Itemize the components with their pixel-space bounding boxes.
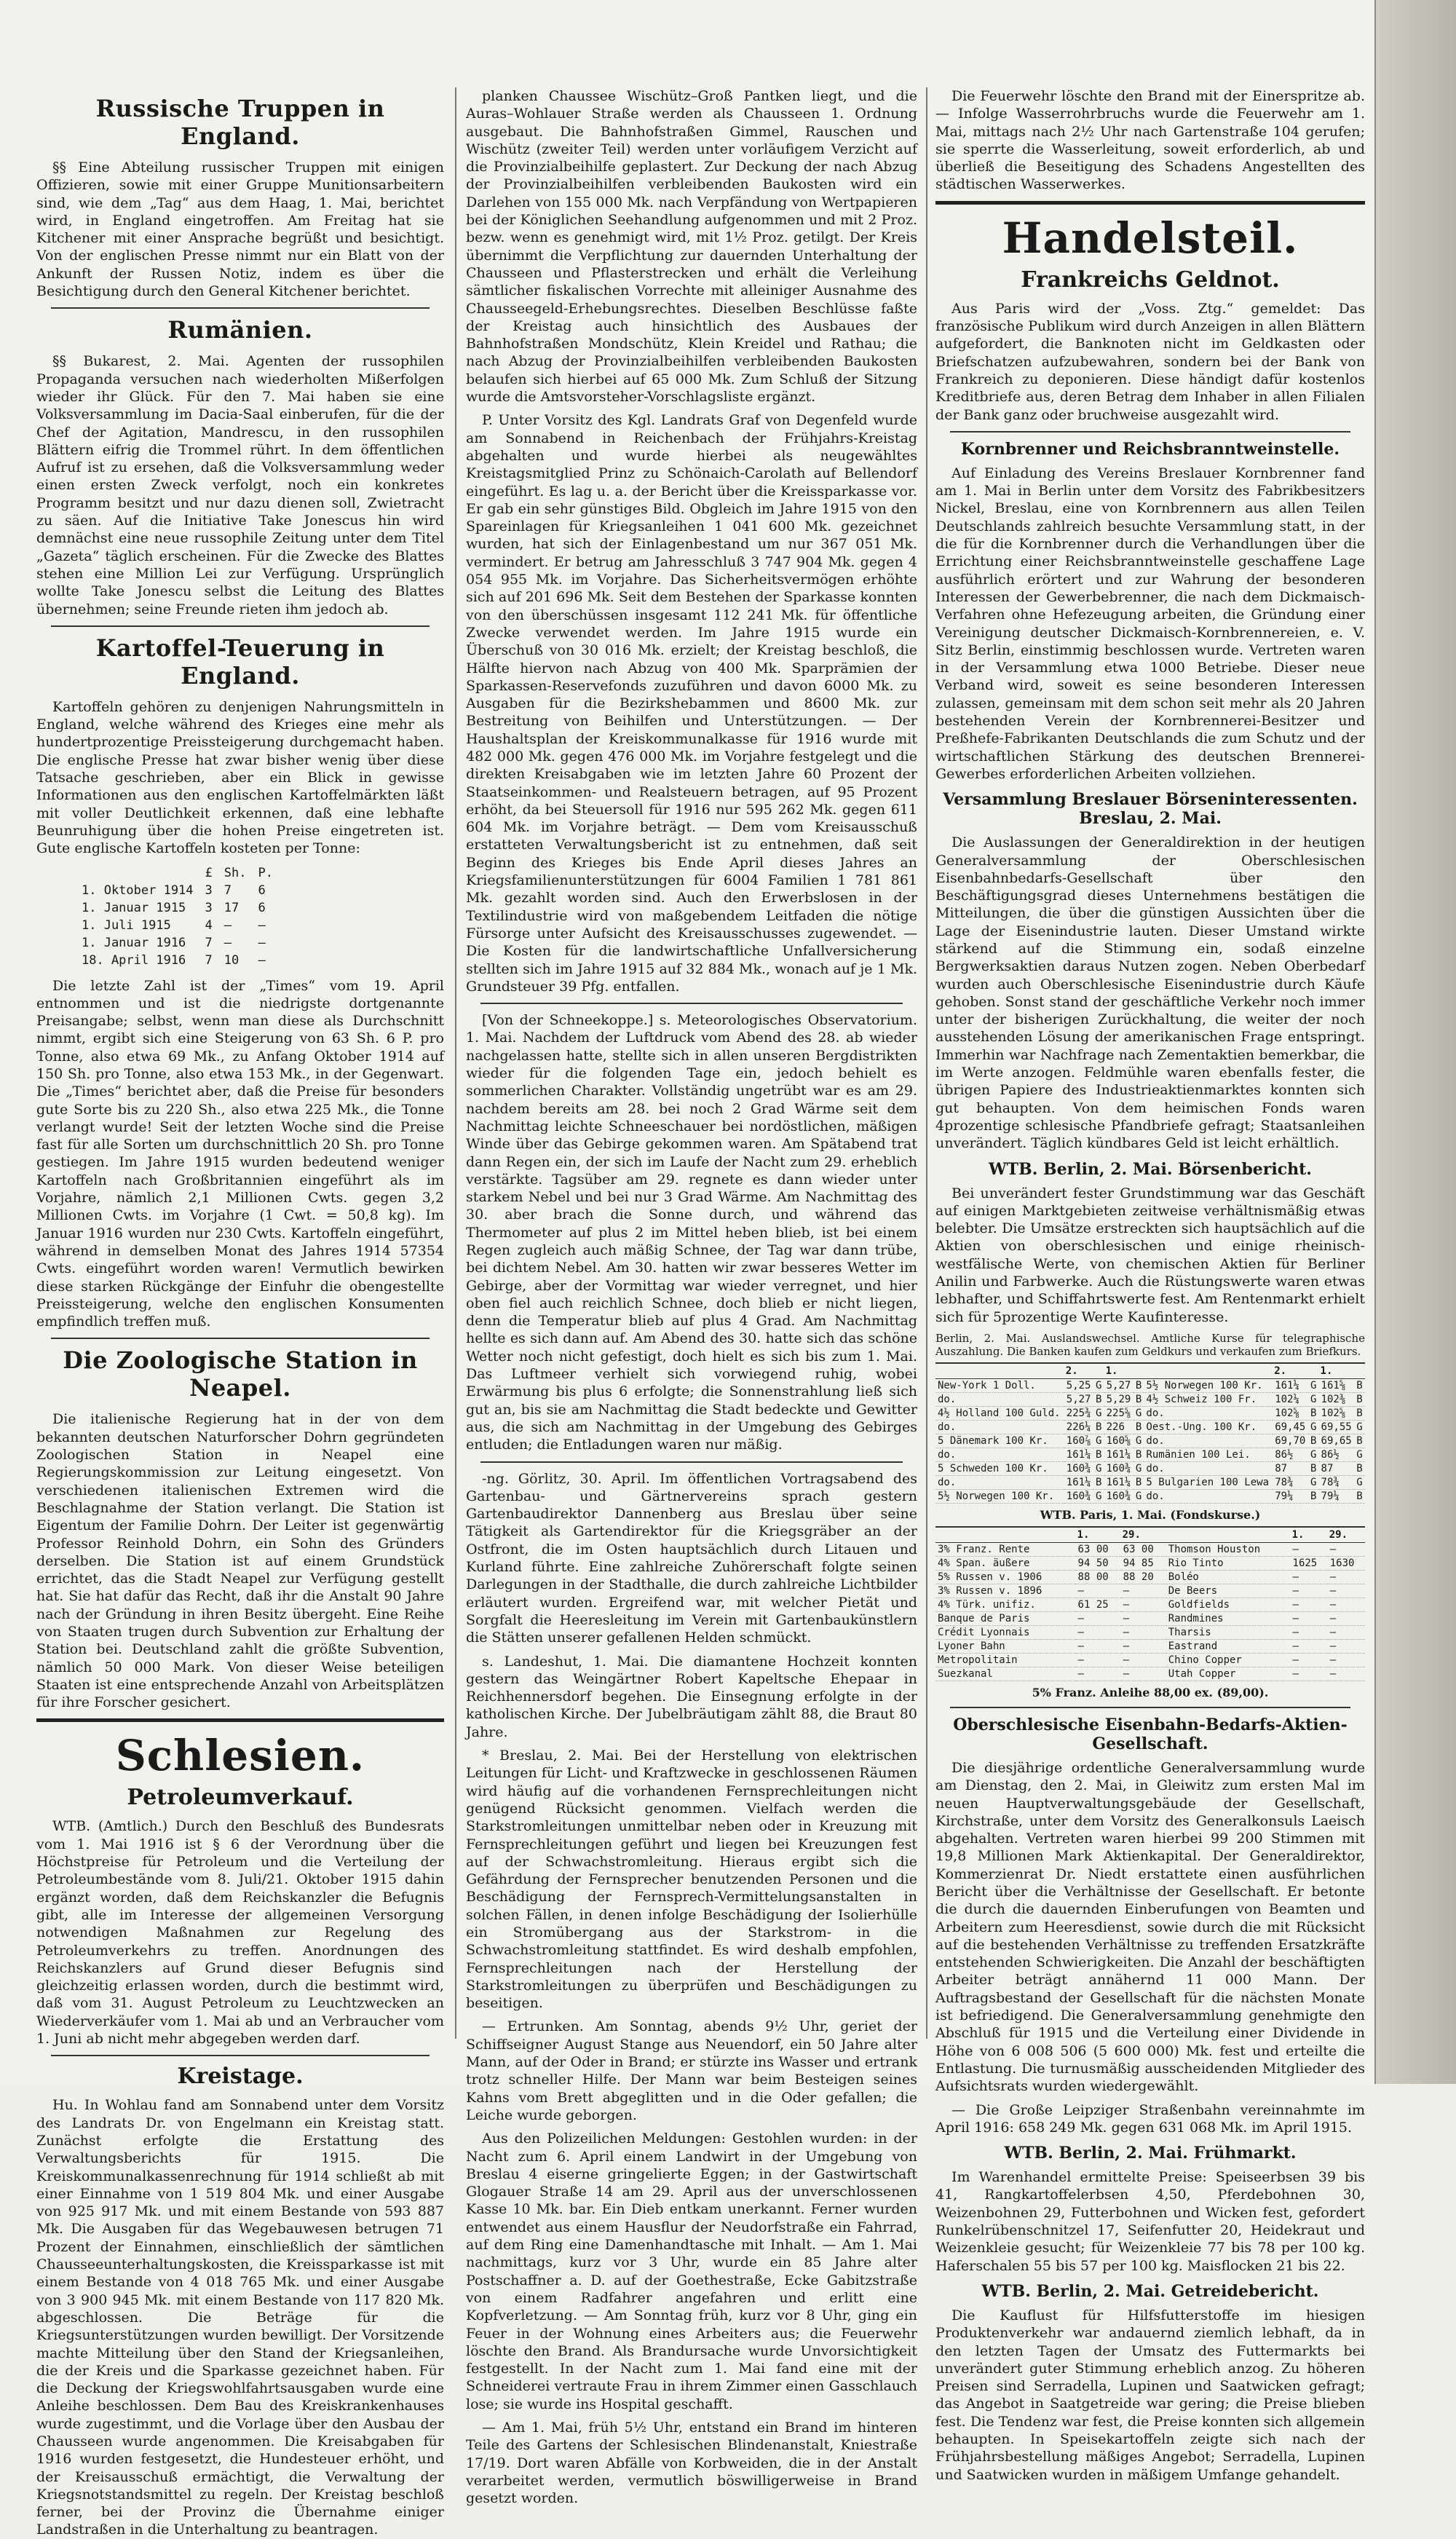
table-cell: — bbox=[1121, 1667, 1166, 1681]
table-row bbox=[935, 1489, 1365, 1503]
article-paragraph: [Von der Schneekoppe.] s. Meteorologisches Observatorium. 1. Mai. Nachdem der Luftdruck vom Abend des 28. ab wieder nachgelassen hatte, stellte sich in allen unseren Bergdistrikten wieder für die folgenden Tage ein, jedoch behielt es sommerlichen Charakter. Vollständig ungetrübt war es am 29. nachdem bereits am 28. bei noch 2 Grad Wärme seit dem Nachmittag leichte Schneeschauer bei nordöstlichen, mäßigen Winde über das Gebirge gekommen waren. Am Spätabend trat dann Regen ein, der sich im Laufe der Nacht zum 29. erheblich verstärkte. Tagsüber am 29. regnete es dann wieder unter starkem Nebel und bei nur 3 Grad Wärme. Am Nachmittag des 30. aber brach die Sonne durch, und während das Thermometer auf plus 2 im Mittel heben blieb, ist bei einem Regen zugleich auch mäßig Schnee, der Tag war dann trübe, bei dichtem Nebel. Am 30. hatten wir zwar besseres Wetter im Gebirge, aber der Vormittag war wieder verregnet, und hier oben fiel auch reichlich Schnee, doch blieb er nicht liegen, denn die Temperatur blieb auf plus 4 Grad. Am Nachmittag hellte es sich dann auf. Am Abend des 30. hatte sich das schöne Wetter noch nicht gefestigt, doch hielt es sich bis zum 1. Mai. Das Luftmeer verhielt sich vorwiegend ruhig, wobei Erwärmung bis plus 6 erfolgte; die Sonnenstrahlung ließ sich gut an, bis sie am Nachmittag die Stadt bedeckte und Gewitter aus, die sich am Nachmittag in der Umgebung des Gebirges entluden; die Entladungen waren nur mäßig. bbox=[466, 1012, 917, 1453]
table-cell: — bbox=[1076, 1584, 1121, 1598]
table-cell: Boléo bbox=[1166, 1570, 1291, 1584]
page-edge bbox=[1374, 0, 1456, 2084]
table-cell: do. bbox=[935, 1448, 1064, 1461]
table-cell: 161¼ bbox=[1104, 1448, 1133, 1461]
table-cell: 160¾ bbox=[1104, 1489, 1133, 1503]
exchange-table-body bbox=[935, 1378, 1365, 1503]
table-cell bbox=[1166, 1527, 1291, 1543]
table-cell: B bbox=[1354, 1392, 1365, 1406]
divider bbox=[950, 1707, 1350, 1708]
table-cell: — bbox=[1291, 1611, 1328, 1625]
article-paragraph: Kartoffeln gehören zu denjenigen Nahrungsmitteln in England, welche während des Krieges eine mehr als hundertprozentige Preissteigerung durchgemacht haben. Die englische Presse hat zwar bisher wenig über diese Tatsache geschrieben, aber ein Blick in gewisse Informationen aus den englischen Kartoffelmärkten läßt mit voller Deutlichkeit erkennen, daß eine lebhafte Beunruhigung über die hohen Preise eingetreten ist. Gute englische Kartoffeln kosteten per Tonne: bbox=[36, 698, 444, 857]
column-1 bbox=[36, 87, 444, 2538]
article-paragraph: Bei unverändert fester Grundstimmung war das Geschäft auf einigen Marktgebieten zeitweise verhältnismäßig etwas belebter. Die Umsätze erstreckten sich hauptsächlich auf die Aktien von oberschlesischen und einige rheinisch-westfälische Werte, von chemischen Aktien für Berliner Anilin und Farbwerke. Auch die Rüstungswerte waren etwas lebhafter, und Schiffahrtswerte fest. Am Rentenmarkt erhielt sich für 5prozentige Werte Kaufinteresse. bbox=[935, 1185, 1365, 1325]
table-cell: — bbox=[1291, 1584, 1328, 1598]
section-divider bbox=[36, 1718, 444, 1722]
table-cell: G bbox=[1093, 1378, 1104, 1392]
table-cell: 69,70 bbox=[1273, 1434, 1308, 1448]
table-cell: — bbox=[1328, 1639, 1365, 1653]
article-headline: WTB. Berlin, 2. Mai. Börsenbericht. bbox=[989, 1159, 1312, 1179]
article-paragraph: WTB. (Amtlich.) Durch den Beschluß des Bundesrats vom 1. Mai 1916 ist § 6 der Verordnung über die Höchstpreise für Petroleum und die Verteilung der Petroleumbestände vom 8. Juli/21. Oktober 1915 dahin ergänzt worden, daß dem Reichskanzler die Befugnis gibt, alle im Interesse der allgemeinen Versorgung notwendigen Maßnahmen zur Regelung des Petroleumverkehrs zu treffen. Anordnungen des Reichskanzlers auf Grund dieser Befugnis sind gleichzeitig erlassen worden, durch die bestimmt wird, daß vom 31. August Petroleum zu Leuchtzwecken an Wiederverkäufer vom 1. Mai ab und an Verbraucher vom 1. Juni ab nicht mehr abgegeben werden darf. bbox=[36, 1818, 444, 2048]
table-cell bbox=[935, 1363, 1064, 1379]
table-cell: De Beers bbox=[1166, 1584, 1291, 1598]
table-cell: 61 25 bbox=[1076, 1598, 1121, 1611]
table-cell: — bbox=[1121, 1639, 1166, 1653]
table-cell: — bbox=[1076, 1667, 1121, 1681]
article-paragraph: s. Landeshut, 1. Mai. Die diamantene Hochzeit konnten gestern das Weingärtner Robert Kapeltsche Ehepaar in Reichhennersdorf begehen. Die Einsegnung erfolgte in der katholischen Kirche. Der Jubelbräutigam zählt 88, die Braut 80 Jahre. bbox=[466, 1653, 917, 1740]
divider bbox=[51, 625, 430, 627]
table-cell: 5,29 bbox=[1104, 1392, 1133, 1406]
table-row bbox=[935, 1434, 1365, 1448]
table-cell: 1. Oktober 1914 bbox=[82, 882, 194, 898]
article-headline: Frankreichs Geldnot. bbox=[1021, 266, 1280, 293]
table-cell: 29. bbox=[1121, 1527, 1166, 1543]
table-row bbox=[935, 1406, 1365, 1420]
section-title: Handelsteil. bbox=[1002, 213, 1299, 263]
table-cell: 6 bbox=[258, 900, 266, 915]
table-row bbox=[82, 882, 283, 899]
table-cell: Eastrand bbox=[1166, 1639, 1291, 1653]
table-cell: 94 85 bbox=[1121, 1556, 1166, 1570]
article-headline: Kartoffel-Teuerung in England. bbox=[95, 633, 385, 690]
table-row bbox=[935, 1556, 1365, 1570]
table-cell: Thomson Houston bbox=[1166, 1542, 1291, 1556]
article-headline: Oberschlesische Eisenbahn-Bedarfs-Aktien-Gesellschaft. bbox=[953, 1715, 1348, 1753]
table-row bbox=[935, 1611, 1365, 1625]
table-cell: 10 bbox=[223, 952, 240, 968]
table-header-row bbox=[935, 1363, 1365, 1379]
table-cell: B bbox=[1093, 1475, 1104, 1489]
article-paragraph: Hu. In Wohlau fand am Sonnabend unter dem Vorsitz des Landrats Dr. von Engelmann ein Kreistag statt. Zunächst erfolgte die Erstattung des Verwaltungsberichts für 1915. Die Kreiskommunalkassenrechnung für 1914 schließt ab mit einer Einnahme von 1 519 804 Mk. und einer Ausgabe von 925 917 Mk. und mit einem Bestande von 593 887 Mk. Die Ausgaben für das Wegebauwesen betrugen 71 Prozent der Einnahmen, einschließlich der sämtlichen Chausseeunterhaltungskosten, die Kreissparkasse ist mit einem Bestande von 4 018 765 Mk. und einer Ausgabe von 3 900 945 Mk. mit einem Bestande von 117 820 Mk. abgeschlossen. Die Beträge für die Kriegsunterstützungen wurden bewilligt. Der Vorsitzende machte Mitteilung über den Stand der Kriegsanleihen, die der Kreis und die Sparkasse gezeichnet haben. Für die Deckung der Kriegswohlfahrtsausgaben wurde eine Anleihe beschlossen. Dem Bau des Kreiskrankenhauses wurde zugestimmt, und die Vorlage über den Ausbau der Chausseen wurde angenommen. Die Kreisabgaben für 1916 wurden festgesetzt, die Hundesteuer erhöht, und der Kreisausschuß ermächtigt, die Verwaltung der Kriegsnotstandsmittel zu regeln. Der Kreistag beschloß ferner, bei der Provinz die Übernahme einiger Landstraßen in die Unterhaltung zu beantragen. bbox=[36, 2097, 444, 2538]
table-cell: 7 bbox=[223, 882, 232, 898]
table-cell: Suezkanal bbox=[935, 1667, 1076, 1681]
table-cell: G bbox=[1093, 1434, 1104, 1448]
table-cell: 161¼ bbox=[1064, 1475, 1093, 1489]
table-cell: G bbox=[1308, 1475, 1319, 1489]
exchange-title: Berlin, 2. Mai. Auslandswechsel. Amtliche Kurse für telegraphische Auszahlung. Die Banken kaufen zum Geldkurs und verkaufen zum Briefkurs. bbox=[935, 1331, 1365, 1358]
article-headline: Kreistage. bbox=[177, 2064, 304, 2090]
table-cell: Goldfields bbox=[1166, 1598, 1291, 1611]
table-cell bbox=[935, 1527, 1076, 1543]
table-cell: 5½ Norwegen 100 Kr. bbox=[935, 1489, 1064, 1503]
table-cell: 3 bbox=[205, 882, 213, 898]
article-paragraph: Auf Einladung des Vereins Breslauer Kornbrenner fand am 1. Mai in Berlin unter dem Vorsitz des Fabrikbesitzers Nickel, Breslau, eine von Kornbrennern aus allen Teilen Deutschlands zahlreich besuchte Versammlung statt, in der die für die Kornbrenner durch die Verhandlungen über die Errichtung einer Reichsbranntweinstelle geschaffene Lage ausführlich erörtert und zur Wahrung der besonderen Interessen der Gewerbebrenner, die nach dem Dickmaisch-Verfahren ohne Hefezeugung arbeiten, die Gründung einer Vereinigung deutscher Dickmaisch-Kornbrennereien, e. V. Sitz Berlin, einstimmig beschlossen wurde. Vertreten waren in der Versammlung etwa 1000 Betriebe. Dieser neue Verband wird, soweit es seine besonderen Interessen zulassen, gemeinsam mit dem schon seit mehr als 20 Jahren bestehenden Verein der Kornbrennerei-Besitzer und Preßhefe-Fabrikanten Deutschlands die zum Schutz und der wirtschaftlichen Stärkung des deutschen Brennerei-Gewerbes erforderlichen Arbeiten vollziehen. bbox=[935, 465, 1365, 782]
article-paragraph: — Ertrunken. Am Sonntag, abends 9½ Uhr, geriet der Schiffseigner August Stange aus Neuendorf, ein 50 Jahre alter Mann, auf der Oder in Brand; er stürzte ins Wasser und ertrank trotz schneller Hilfe. Der Mann war beim Besteigen seines Kahns vom Brett abgeglitten und in die Oder gefallen; die Leiche wurde geborgen. bbox=[466, 2018, 917, 2123]
article-headline: Russische Truppen in England. bbox=[95, 95, 385, 150]
section-divider bbox=[935, 201, 1365, 205]
article-headline: WTB. Berlin, 2. Mai. Frühmarkt. bbox=[1004, 2144, 1297, 2163]
table-cell: G bbox=[1133, 1406, 1144, 1420]
table-header-row bbox=[82, 865, 283, 881]
table-cell: 1. bbox=[1104, 1363, 1133, 1379]
table-cell: £ bbox=[205, 865, 213, 880]
table-cell: 5,25 bbox=[1064, 1378, 1093, 1392]
table-cell: — bbox=[1076, 1625, 1121, 1639]
table-cell: G bbox=[1354, 1475, 1365, 1489]
article-paragraph: Die italienische Regierung hat in der von dem bekannten deutschen Naturforscher Dohrn gegründeten Zoologischen Station in Neapel eine Regierungskommission zur Leitung eingesetzt. Von verschiedenen italienischen Extremen wird die Beschlagnahme der Station verlangt. Die Station ist Eigentum der Familie Dohrn. Der Leiter ist gegenwärtig Professor Reinhold Dohrn, ein Sohn des Gründers derselben. Die Station ist auf einem Grundstück errichtet, das die Stadt Neapel zur Verfügung gestellt hat. Sie hat dafür das Recht, daß ihr die Anstalt 90 Jahre nach der Gründung in ihren Besitz übergeht. Eine Reihe von Staaten trugen durch Subvention zur Erhaltung der Station bei. Deutschland zahlt die größte Subvention, nämlich 50 000 Mark. Von dieser Weise beteiligen Staaten ist eine entsprechende Anzahl von Arbeitsplätzen für ihre Forscher gesichert. bbox=[36, 1411, 444, 1711]
table-cell: G bbox=[1308, 1392, 1319, 1406]
article-paragraph: §§ Bukarest, 2. Mai. Agenten der russophilen Propaganda versuchen nach wiederholten Mißerfolgen wieder ihr Glück. Für den 7. Mai haben sie eine Volksversammlung im Dacia-Saal einberufen, für die der Chef der Agitation, Mandrescu, in den russophilen Blättern eifrig die Trommel rührt. In dem öffentlichen Aufruf ist zu ersehen, daß die Volksversammlung weder einen ersten Zweck verfolgt, noch ein konkretes Programm besitzt und nur dazu dienen soll, Zwietracht zu säen. Auf die Initiative Take Jonescus hin wird demnächst eine neue russophile Zeitung unter dem Titel „Gazeta“ täglich erscheinen. Für die Zwecke des Blattes stehen eine Million Lei zur Verfügung. Ursprünglich wollte Take Jonescu selbst die Leitung des Blattes übernehmen; seine Freunde rieten ihm jedoch ab. bbox=[36, 353, 444, 617]
article-paragraph: — Am 1. Mai, früh 5½ Uhr, entstand ein Brand im hinteren Teile des Gartens der Schlesischen Blindenanstalt, Kniestraße 17/19. Dort waren Abfälle von Korbweiden, die in der Anstalt verarbeitet werden, vermutlich böswilligerweise in Brand gesetzt worden. bbox=[466, 2420, 917, 2507]
table-cell: 160⅝ bbox=[1104, 1434, 1133, 1448]
table-cell: 7 bbox=[205, 935, 213, 950]
table-cell: Tharsis bbox=[1166, 1625, 1291, 1639]
table-cell: 1. Januar 1916 bbox=[82, 935, 186, 950]
table-cell bbox=[1144, 1363, 1273, 1379]
article-paragraph: Aus den Polizeilichen Meldungen: Gestohlen wurden: in der Nacht zum 6. April einem Landwirt in der Umgebung von Breslau 4 eiserne gringelierte Eggen; in der Gastwirtschaft Glogauer Straße 14 am 29. April aus der unverschlossenen Kasse 10 Mk. bar. Ein Dieb entkam unerkannt. Ferner wurden entwendet aus einem Hausflur der Neudorfstraße ein Fahrrad, auf dem Ring eine Damenhandtasche mit Inhalt. — Am 1. Mai nachmittags, kurz vor 3 Uhr, wurde ein 85 Jahre alter Postschaffner a. D. auf der Goethestraße, Ecke Gabitzstraße von einem Radfahrer angefahren und erlitt eine Kopfverletzung. — Am Sonntag früh, kurz vor 8 Uhr, ging ein Feuer in der Wohnung eines Arbeiters aus; die Feuerwehr löschte den Brand. Als Brandursache wurde Unvorsichtigkeit festgestellt. In der Nacht zum 1. Mai fand eine mit der Schneiderei vertraute Frau in ihrem Zimmer einen Gasschlauch lose; sie wurde ins Hospital geschafft. bbox=[466, 2131, 917, 2412]
table-cell: — bbox=[1328, 1570, 1365, 1584]
table-row bbox=[935, 1461, 1365, 1475]
table-cell: 88 00 bbox=[1076, 1570, 1121, 1584]
table-row bbox=[935, 1378, 1365, 1392]
table-cell: B bbox=[1093, 1392, 1104, 1406]
table-cell: 5½ Norwegen 100 Kr. bbox=[1144, 1378, 1273, 1392]
table-cell: 5 Dänemark 100 Kr. bbox=[935, 1434, 1064, 1448]
table-cell: — bbox=[1291, 1667, 1328, 1681]
table-cell: 5% Russen v. 1906 bbox=[935, 1570, 1076, 1584]
table-cell: — bbox=[1328, 1625, 1365, 1639]
table-cell: 1. bbox=[1076, 1527, 1121, 1543]
table-cell: 79¼ bbox=[1273, 1489, 1308, 1503]
article-paragraph: Die Auslassungen der Generaldirektion in der heutigen Generalversammlung der Oberschlesischen Eisenbahnbedarfs-Gesellschaft über den Beschäftigungsgrad dieses Unternehmens bestätigen die Mitteilungen, die über die günstigen Aussichten über die Lage der Eisenindustrie lauten. Dieser Umstand wirkte stärkend auf die Stimmung ein, sodaß einzelne Bergwerksaktien daraus Nutzen zogen. Neben Oberbedarf wurden auch Oberschlesische Eisenindustrie durch Käufe gehoben. Sonst stand der geschäftliche Verkehr noch immer unter der bisherigen Zurückhaltung, die weiter der noch ausstehenden Lösung der amerikanischen Frage entspringt. Immerhin war Nachfrage nach Zementaktien bemerkbar, die im Werte anzogen. Feldmühle waren ebenfalls fester, die übrigen Papiere des Industrieaktienmarktes konnten sich gut behaupten. Von dem heimischen Fonds waren 4prozentige schlesische Pfandbriefe gefragt; Staatsanleihen unverändert. Täglich kündbares Geld ist leicht erhältlich. bbox=[935, 834, 1365, 1152]
table-cell: 88 20 bbox=[1121, 1570, 1166, 1584]
table-row bbox=[935, 1448, 1365, 1461]
table-cell: G bbox=[1308, 1378, 1319, 1392]
table-row bbox=[935, 1584, 1365, 1598]
table-cell: B bbox=[1354, 1489, 1365, 1503]
column-separator bbox=[455, 87, 456, 2039]
table-cell: — bbox=[1291, 1639, 1328, 1653]
article-headline: Kornbrenner und Reichsbranntweinstelle. bbox=[960, 439, 1340, 459]
article-headline: Die Zoologische Station in Neapel. bbox=[63, 1346, 418, 1402]
table-cell: — bbox=[258, 935, 266, 950]
table-cell: G bbox=[1354, 1448, 1365, 1461]
table-cell: 29. bbox=[1328, 1527, 1365, 1543]
table-row bbox=[82, 952, 283, 968]
table-cell: 161¼ bbox=[1104, 1475, 1133, 1489]
table-cell: Banque de Paris bbox=[935, 1611, 1076, 1625]
table-cell: B bbox=[1354, 1461, 1365, 1475]
table-cell: G bbox=[1093, 1489, 1104, 1503]
paris-table-body bbox=[935, 1542, 1365, 1681]
divider bbox=[480, 1003, 903, 1004]
table-cell: 160¾ bbox=[1064, 1461, 1093, 1475]
table-cell: New-York 1 Doll. bbox=[935, 1378, 1064, 1392]
potato-price-table bbox=[80, 864, 285, 970]
table-cell: — bbox=[1328, 1611, 1365, 1625]
table-cell: 225¾ bbox=[1064, 1406, 1093, 1420]
table-cell: P. bbox=[258, 865, 273, 880]
article-paragraph: — Die Große Leipziger Straßenbahn vereinnahmte im April 1916: 658 249 Mk. gegen 631 068 Mk. im April 1915. bbox=[935, 2101, 1365, 2136]
table-cell: do. bbox=[1144, 1461, 1273, 1475]
table-cell: — bbox=[1076, 1653, 1121, 1667]
table-cell: 1. Januar 1915 bbox=[82, 900, 186, 915]
article-headline: WTB. Berlin, 2. Mai. Getreidebericht. bbox=[981, 2281, 1319, 2301]
table-cell: Chino Copper bbox=[1166, 1653, 1291, 1667]
paris-table bbox=[935, 1526, 1365, 1681]
table-cell: B bbox=[1308, 1461, 1319, 1475]
table-cell: 6 bbox=[258, 882, 266, 898]
table-cell: — bbox=[1328, 1584, 1365, 1598]
table-cell: 87 bbox=[1273, 1461, 1308, 1475]
article-paragraph: Die diesjährige ordentliche Generalversammlung wurde am Dienstag, den 2. Mai, in Gleiwitz zum ersten Mal im neuen Hauptverwaltungsgebäude der Gesellschaft, Kirchstraße, unter dem Vorsitz des Generalkonsuls Laeisch abgehalten. Vertreten waren hierbei 99 200 Stimmen mit 19,8 Millionen Mark Aktienkapital. Der Generaldirektor, Kommerzienrat Dr. Niedt erstattete einen ausführlichen Bericht über die Verhältnisse der Gesellschaft. Er betonte die durch die dauernden Einberufungen von Beamten und Arbeitern zum Heeresdienst, sowie durch die mit Rücksicht auf die bestehenden Verhältnisse zu treffenden Ersatzkräfte entstehenden Schwierigkeiten. Die Anzahl der beschäftigten Arbeiter beträgt annähernd 11 000 Mann. Der Auftragsbestand der Gesellschaft für die nächsten Monate ist befriedigend. Die Generalversammlung genehmigte den Abschluß für 1915 und die Verteilung einer Dividende in Höhe von 6 008 506 (5 600 000) Mk. fest und erteilte die Entlastung. Die turnusmäßig ausscheidenden Mitglieder des Aufsichtsrats wurden wiedergewählt. bbox=[935, 1759, 1365, 2095]
table-cell: G bbox=[1093, 1461, 1104, 1475]
table-cell: 69,65 bbox=[1319, 1434, 1355, 1448]
table-cell: 160¾ bbox=[1064, 1489, 1093, 1503]
article-paragraph: Im Warenhandel ermittelte Preise: Speiseerbsen 39 bis 41, Rangkartoffelerbsen 4,50, Pferdebohnen 30, Weizenbohnen 29, Futterbohnen und Wicken fest, gefordert Runkelrübenschnitzel 17, Seifenfutter 20, Heidekraut und Weizenkleie gesucht; für Weizenkleie 77 bis 78 per 100 kg. Haferschalen 55 bis 57 per 100 kg. Maisflocken 21 bis 22. bbox=[935, 2169, 1365, 2274]
table-cell: Oest.-Ung. 100 Kr. bbox=[1144, 1420, 1273, 1434]
divider bbox=[480, 1461, 903, 1463]
table-row bbox=[935, 1667, 1365, 1681]
table-cell: 4% Türk. unifiz. bbox=[935, 1598, 1076, 1611]
table-cell bbox=[1354, 1363, 1365, 1379]
table-cell: B bbox=[1354, 1434, 1365, 1448]
table-row bbox=[935, 1475, 1365, 1489]
table-cell: 161⅝ bbox=[1319, 1378, 1355, 1392]
table-cell: Randmines bbox=[1166, 1611, 1291, 1625]
table-cell: G bbox=[1133, 1461, 1144, 1475]
table-cell: 226¼ bbox=[1064, 1420, 1093, 1434]
table-cell: Utah Copper bbox=[1166, 1667, 1291, 1681]
table-cell: 161¼ bbox=[1064, 1448, 1093, 1461]
article-headline: Rumänien. bbox=[167, 316, 313, 344]
table-cell: 102⅝ bbox=[1319, 1406, 1355, 1420]
table-cell: 102¼ bbox=[1273, 1392, 1308, 1406]
paris-title: WTB. Paris, 1. Mai. (Fondskurse.) bbox=[1040, 1507, 1261, 1522]
table-cell: — bbox=[223, 917, 232, 933]
table-cell: — bbox=[1121, 1653, 1166, 1667]
table-cell: — bbox=[1291, 1542, 1328, 1556]
table-cell: B bbox=[1133, 1475, 1144, 1489]
table-row bbox=[935, 1653, 1365, 1667]
table-cell: 79¼ bbox=[1319, 1489, 1355, 1503]
column-separator bbox=[926, 87, 927, 2039]
table-cell: — bbox=[1291, 1653, 1328, 1667]
table-cell bbox=[82, 865, 204, 881]
divider bbox=[950, 431, 1350, 433]
table-cell: Crédit Lyonnais bbox=[935, 1625, 1076, 1639]
table-cell: — bbox=[1291, 1625, 1328, 1639]
table-cell bbox=[1133, 1363, 1144, 1379]
table-cell: 1. bbox=[1319, 1363, 1355, 1379]
table-cell: — bbox=[1121, 1598, 1166, 1611]
table-cell: 102⅜ bbox=[1319, 1392, 1355, 1406]
table-cell: 4% Span. äußere bbox=[935, 1556, 1076, 1570]
table-cell: 7 bbox=[205, 952, 213, 968]
table-row bbox=[935, 1392, 1365, 1406]
table-cell: 87 bbox=[1319, 1461, 1355, 1475]
table-cell: — bbox=[258, 917, 266, 933]
table-cell: 63 00 bbox=[1076, 1542, 1121, 1556]
table-row bbox=[935, 1542, 1365, 1556]
table-row bbox=[935, 1570, 1365, 1584]
article-paragraph: * Breslau, 2. Mai. Bei der Herstellung von elektrischen Leitungen für Licht- und Kraftzwecke in geschlossenen Räumen wird häufig auf die vorhandenen Fernsprechleitungen nicht genügend Rücksicht genommen. Vielfach werden die Starkstromleitungen unmittelbar neben oder in Kreuzung mit Fernsprechleitungen geführt und liegen bei Kreuzungen fest auf der Schwachstromleitung. Hieraus ergibt sich die Gefährdung der Fernsprecher benutzenden Personen und die Beschädigung der Fernsprech-Vermittelungsanstalten in solchen Fällen, in denen infolge Beschädigung der Isolierhülle ein Stromübergang aus der Starkstrom- in die Schwachstromleitung stattfindet. Es wird deshalb empfohlen, Fernsprechleitungen nach der Herstellung der Starkstromleitungen zu überprüfen und Beschädigungen zu beseitigen. bbox=[466, 1748, 917, 2012]
table-cell: 86½ bbox=[1319, 1448, 1355, 1461]
table-cell: 1625 bbox=[1291, 1556, 1328, 1570]
table-cell: 225⅝ bbox=[1104, 1406, 1133, 1420]
table-cell: do. bbox=[935, 1392, 1064, 1406]
table-cell: B bbox=[1133, 1392, 1144, 1406]
table-row bbox=[935, 1598, 1365, 1611]
table-row bbox=[82, 900, 283, 916]
table-cell: — bbox=[1328, 1653, 1365, 1667]
article-paragraph: Die letzte Zahl ist der „Times“ vom 19. April entnommen und ist die niedrigste dortgenannte Preisangabe; selbst, wenn man diese als Durchschnitt nimmt, ergibt sich eine Steigerung von 63 Sh. 6 P. pro Tonne, also etwa 69 Mk., zu Anfang Oktober 1914 auf 150 Sh. pro Tonne, also etwa 153 Mk., in der Gegenwart. Die „Times“ berichtet aber, daß die Preise für besonders gute Sorte bis zu 220 Sh., also etwa 225 Mk., die Tonne verlangt wurde! Seit der letzten Woche sind die Preise fast für alle Sorten um durchschnittlich 20 Sh. pro Tonne gestiegen. Im Jahre 1915 wurden bedeutend weniger Kartoffeln nach Großbritannien eingeführt als im Vorjahre, nämlich 2,1 Millionen Cwts. gegen 3,2 Millionen Cwts. im Vorjahre (1 Cwt. = 50,8 kg). Im Januar 1916 wurden nur 230 Cwts. Kartoffeln eingeführt, während in demselben Monat des Jahres 1914 57354 Cwts. eingeführt worden waren! Vermutlich bewirken diese starken Rückgänge der Einfuhr die obengestellte Preissteigerung, welche den englischen Konsumenten empfindlich treffen muß. bbox=[36, 977, 444, 1330]
table-cell: — bbox=[1121, 1625, 1166, 1639]
table-cell: — bbox=[1328, 1542, 1365, 1556]
table-cell: 18. April 1916 bbox=[82, 952, 186, 968]
table-cell: — bbox=[1121, 1584, 1166, 1598]
article-paragraph: -ng. Görlitz, 30. April. Im öffentlichen Vortragsabend des Gartenbau- und Gärtnervereins sprach gestern Gartenbaudirektor Dannenberg aus Breslau über seine Tätigkeit als Gartendirektor für die Kriegsgräber an der Ostfront, die im Osten hauptsächlich durch Litauen und Kurland führte. Eine zahlreiche Zuhörerschaft folgte seinen Darlegungen in der Stadthalle, die durch zahlreiche Lichtbilder erläutert wurden. Ergreifend war, mit welcher Pietät und Sorgfalt die Heeresleitung im Verein mit Gartenbaukünstlern die Stätten unserer gefallenen Helden schmückt. bbox=[466, 1470, 917, 1646]
table-cell: do. bbox=[1144, 1489, 1273, 1503]
exchange-table bbox=[935, 1362, 1365, 1504]
table-cell: G bbox=[1354, 1420, 1365, 1434]
table-cell: 63 00 bbox=[1121, 1542, 1166, 1556]
table-cell: G bbox=[1133, 1489, 1144, 1503]
table-cell: — bbox=[1328, 1598, 1365, 1611]
article-paragraph: P. Unter Vorsitz des Kgl. Landrats Graf von Degenfeld wurde am Sonnabend in Reichenbach der Frühjahrs-Kreistag abgehalten und wurde hierbei als neugewähltes Kreistagsmitglied Prinz zu Schönaich-Carolath auf Bellendorf eingeführt. Es lag u. a. der Bericht über die Kreissparkasse vor. Er gab ein sehr günstiges Bild. Obgleich im Jahre 1915 von den Spareinlagen für Kriegsanleihen 1 041 600 Mk. gezeichnet wurden, hat sich der Einlagenbestand um nur 367 051 Mk. vermindert. Er betrug am Jahresschluß 3 747 904 Mk. gegen 4 054 955 Mk. im Vorjahre. Das Sicherheitsvermögen erhöhte sich auf 201 696 Mk. Seit dem Bestehen der Sparkasse konnten von den überschüssen insgesamt 112 241 Mk. für öffentliche Zwecke verwendet werden. Im Jahre 1915 wurde ein Überschuß von 30 016 Mk. erzielt; der Kreistag beschloß, die Hälfte hiervon nach Abzug von 400 Mk. Sparprämien der Sparkassen-Reservefonds zuzuführen und davon 6000 Mk. zu Ausgaben für die Bezirkshebammen und 8600 Mk. zur Bestreitung von Beihilfen und Unterstützungen. — Der Haushaltsplan der Kreiskommunalkasse für 1916 wurde mit 482 000 Mk. gegen 476 000 Mk. im Vorjahre festgelegt und die direkten Kreisabgaben wie im letzten Jahre 60 Prozent der Staatseinkommen- und Realsteuern betragen, auf 95 Prozent erhöht, da bei Steuersoll für 1916 nur 595 262 Mk. gegen 611 604 Mk. im Vorjahre beträgt. — Dem vom Kreisausschuß erstatteten Verwaltungsbericht ist zu entnehmen, daß seit Beginn des Krieges bis Ende April dieses Jahres an Kriegsfamilienunterstützungen für 6004 Familien 1 781 861 Mk. gezahlt worden sind. Auch den Erwerbslosen in der Textilindustrie wird von maßgebendem Leitfaden die nötige Fürsorge unter Aufsicht des Kreisausschusses zugewendet. — Die Kosten für die landwirtschaftliche Unfallversicherung stellten sich im Jahre 1915 auf 32 884 Mk., wonach auf je 1 Mk. Grundsteuer 39 Pfg. entfallen. bbox=[466, 412, 917, 995]
table-cell: 4 bbox=[205, 917, 213, 933]
table-cell: 1. bbox=[1291, 1527, 1328, 1543]
table-cell: 4½ Holland 100 Guld. bbox=[935, 1406, 1064, 1420]
article-paragraph: §§ Eine Abteilung russischer Truppen mit einigen Offizieren, sowie mit einer Gruppe Munitionsarbeitern sind, wie dem „Tag“ aus dem Haag, 1. Mai, berichtet wird, in England eingetroffen. Am Freitag hat sie Kitchener mit einer Ansprache begrüßt und besichtigt. Von der englischen Presse nimmt nur ein Blatt von der Ankunft der Russen Notiz, indem es über die Besichtigung durch den General Kitchener berichtet. bbox=[36, 159, 444, 300]
table-row bbox=[935, 1639, 1365, 1653]
column-2 bbox=[466, 87, 917, 2507]
paris-note: 5% Franz. Anleihe 88,00 ex. (89,00). bbox=[1032, 1685, 1269, 1699]
table-cell: B bbox=[1133, 1420, 1144, 1434]
table-cell: 3% Franz. Rente bbox=[935, 1542, 1076, 1556]
table-cell: Metropolitain bbox=[935, 1653, 1076, 1667]
table-cell: B bbox=[1133, 1378, 1144, 1392]
table-cell: G bbox=[1308, 1448, 1319, 1461]
article-paragraph: Die Kauflust für Hilfsfutterstoffe im hiesigen Produktenverkehr war andauernd ziemlich lebhaft, da in den letzten Tagen der Umsatz des Futtermarkts bei unverändert guter Stimmung erheblich anzog. Zu höheren Preisen sind Serradella, Lupinen und Saatwicken gefragt; das Angebot in Saatgetreide war gering; die Preise blieben fest. Die Tendenz war fest, die Preise konnten sich allgemein behaupten. In Speisekartoffeln zeigte sich nach der Frühjahrsbestellung mäßiges Angebot; Serradella, Lupinen und Saatwicken wurden in mäßigem Umfange gehandelt. bbox=[935, 2307, 1365, 2483]
table-cell: Lyoner Bahn bbox=[935, 1639, 1076, 1653]
table-cell: 69,55 bbox=[1319, 1420, 1355, 1434]
table-cell: B bbox=[1308, 1406, 1319, 1420]
table-cell bbox=[1093, 1363, 1104, 1379]
table-row bbox=[935, 1625, 1365, 1639]
table-cell: B bbox=[1354, 1406, 1365, 1420]
table-cell: 86½ bbox=[1273, 1448, 1308, 1461]
table-cell: 78¾ bbox=[1273, 1475, 1308, 1489]
table-row bbox=[82, 935, 283, 951]
article-headline: Petroleumverkauf. bbox=[127, 1785, 354, 1811]
table-cell: B bbox=[1093, 1420, 1104, 1434]
table-cell: 161¼ bbox=[1273, 1378, 1308, 1392]
article-paragraph: Aus Paris wird der „Voss. Ztg.“ gemeldet: Das französische Publikum wird durch Anzeigen in allen Blättern aufgefordert, die Banknoten nicht im Geldkasten oder Briefschatzen aufzubewahren, sondern bei der Bank von Frankreich zu deponieren. Diese händigt dafür kostenlos Kreditbriefe aus, deren Betrag dem Inhaber in allen Filialen der Bank ganz oder bruchweise ausgezahlt wird. bbox=[935, 300, 1365, 423]
divider bbox=[51, 1338, 430, 1339]
table-cell: G bbox=[1308, 1420, 1319, 1434]
table-cell: Rio Tinto bbox=[1166, 1556, 1291, 1570]
table-cell: 3 bbox=[205, 900, 213, 915]
table-cell: 5 Schweden 100 Kr. bbox=[935, 1461, 1064, 1475]
table-cell: — bbox=[1291, 1598, 1328, 1611]
table-cell: B bbox=[1093, 1448, 1104, 1461]
table-cell: 94 50 bbox=[1076, 1556, 1121, 1570]
table-cell bbox=[1308, 1363, 1319, 1379]
table-cell: do. bbox=[935, 1420, 1064, 1434]
table-cell: do. bbox=[1144, 1434, 1273, 1448]
section-title: Schlesien. bbox=[115, 1731, 365, 1781]
table-cell: 4½ Schweiz 100 Fr. bbox=[1144, 1392, 1273, 1406]
table-cell: B bbox=[1308, 1434, 1319, 1448]
article-paragraph: planken Chaussee Wischütz–Groß Pantken liegt, und die Auras–Wohlauer Straße werden als Chausseen 1. Ordnung ausgebaut. Die Bahnhofstraßen Gimmel, Rauschen und Wischütz (zweiter Teil) werden unter vorläufigem Verzicht auf die Provinzialbeihilfe geplastert. Zur Deckung der nach Abzug der Provinzialbeihilfen verbleibenden Baukosten wird ein Darlehen von 155 000 Mk. nach Verpfändung von Wertpapieren bei der Königlichen Seehandlung aufgenommen und mit 2 Proz. bezw. wenn es genehmigt wird, mit 1½ Proz. getilgt. Der Kreis übernimmt die Verpflichtung zur dauernden Unterhaltung der Chausseen und Pflasterstrecken und erhält die Verleihung sämtlicher fiskalischen Vorrechte mit alleiniger Ausnahme des Chausseegeld-Erhebungsrechtes. Dieselben Beschlüsse faßte der Kreistag auch hinsichtlich des Ausbaues der Bahnhofstraßen Mondschütz, Klein Kreidel und Rathau; die nach Abzug der Provinzialbeihilfen verbleibenden Baukosten belaufen sich hierbei auf 65 000 Mk. Zum Schluß der Sitzung wurde die Amtsvorsteher-Vorschlagsliste ergänzt. bbox=[466, 88, 917, 406]
table-row bbox=[935, 1420, 1365, 1434]
article-paragraph: Die Feuerwehr löschte den Brand mit der Einerspritze ab. — Infolge Wasserrohrbruchs wurde die Feuerwehr am 1. Mai, mittags nach 2½ Uhr nach Gartenstraße 104 gerufen; sie sperrte die Wasserleitung, soweit erforderlich, ab und überließ die Beseitigung des Schadens Angestellten des städtischen Wasserwerkes. bbox=[935, 88, 1365, 193]
table-cell: 5,27 bbox=[1104, 1378, 1133, 1392]
table-header-row bbox=[935, 1527, 1365, 1543]
column-3 bbox=[935, 87, 1365, 2483]
article-headline: Versammlung Breslauer Börseninteressenten. Breslau, 2. Mai. bbox=[943, 790, 1358, 829]
table-cell: G bbox=[1093, 1406, 1104, 1420]
table-cell: — bbox=[1076, 1639, 1121, 1653]
table-cell: Sh. bbox=[223, 865, 247, 880]
table-cell: do. bbox=[1144, 1406, 1273, 1420]
table-cell: — bbox=[1291, 1570, 1328, 1584]
table-cell: 226 bbox=[1104, 1420, 1133, 1434]
table-cell: — bbox=[258, 952, 266, 968]
table-cell: — bbox=[1076, 1611, 1121, 1625]
table-cell: G bbox=[1133, 1434, 1144, 1448]
table-cell: 1. Juli 1915 bbox=[82, 917, 171, 933]
table-cell: — bbox=[1328, 1667, 1365, 1681]
table-cell: 69,45 bbox=[1273, 1420, 1308, 1434]
table-cell: 17 bbox=[223, 900, 240, 915]
divider bbox=[51, 2055, 430, 2056]
table-cell: B bbox=[1133, 1448, 1144, 1461]
table-cell: 160⅞ bbox=[1064, 1434, 1093, 1448]
table-cell: B bbox=[1354, 1378, 1365, 1392]
table-cell: — bbox=[1121, 1611, 1166, 1625]
table-cell: 160¾ bbox=[1104, 1461, 1133, 1475]
table-cell: 3% Russen v. 1896 bbox=[935, 1584, 1076, 1598]
table-cell: Rumänien 100 Lei. bbox=[1144, 1448, 1273, 1461]
divider bbox=[51, 307, 430, 309]
table-cell: 2. bbox=[1273, 1363, 1308, 1379]
table-cell: 1630 bbox=[1328, 1556, 1365, 1570]
table-cell: 2. bbox=[1064, 1363, 1093, 1379]
table-cell: 78¾ bbox=[1319, 1475, 1355, 1489]
table-cell: 102⅝ bbox=[1273, 1406, 1308, 1420]
table-row bbox=[82, 917, 283, 933]
table-cell: B bbox=[1308, 1489, 1319, 1503]
table-cell: 5,27 bbox=[1064, 1392, 1093, 1406]
table-cell: do. bbox=[935, 1475, 1064, 1489]
table-cell: — bbox=[223, 935, 232, 950]
table-cell: 5 Bulgarien 100 Lewa bbox=[1144, 1475, 1273, 1489]
